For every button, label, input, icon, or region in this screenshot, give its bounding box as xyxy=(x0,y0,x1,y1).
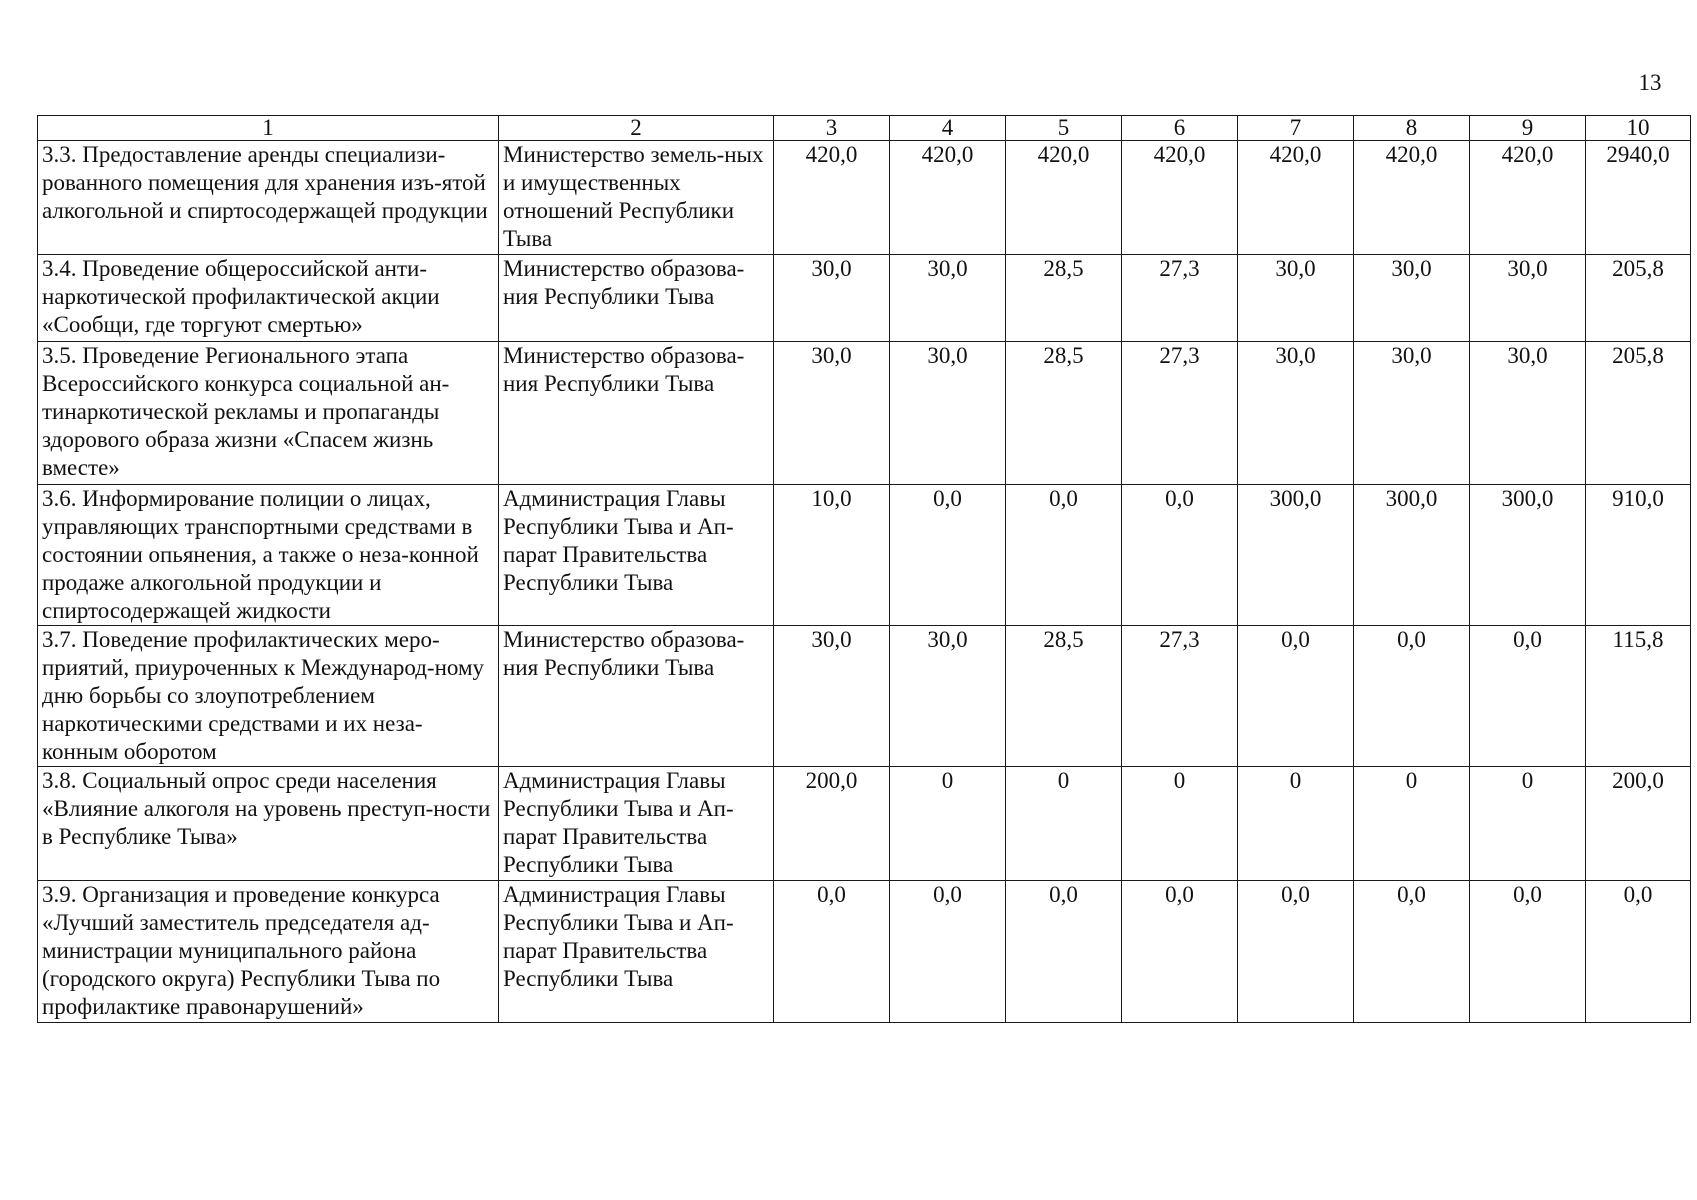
header-row xyxy=(38,116,1691,141)
value-cell: 0 xyxy=(1238,767,1354,881)
executor-cell: Министерство образова-ния Республики Тыва xyxy=(499,255,774,342)
activity-cell: 3.8. Социальный опрос среди населения «Влияние алкоголя на уровень преступ-ности в Республике Тыва» xyxy=(38,767,499,881)
total-cell: 2940,0 xyxy=(1586,141,1691,255)
table-row xyxy=(38,881,1691,1023)
activity-cell: 3.3. Предоставление аренды специализи-рованного помещения для хранения изъ-ятой алкогольной и спиртосодержащей продукции xyxy=(38,141,499,255)
page-number: 13 xyxy=(1638,70,1662,95)
column-header: 8 xyxy=(1354,116,1470,141)
value-cell: 0,0 xyxy=(1470,626,1586,767)
value-cell: 420,0 xyxy=(1470,141,1586,255)
table-row xyxy=(38,342,1691,485)
value-cell: 0,0 xyxy=(1354,626,1470,767)
value-cell: 420,0 xyxy=(1238,141,1354,255)
executor-cell: Министерство земель-ных и имущественных отношений Республики Тыва xyxy=(499,141,774,255)
column-header: 4 xyxy=(890,116,1006,141)
total-cell: 205,8 xyxy=(1586,342,1691,485)
value-cell: 0,0 xyxy=(1470,881,1586,1023)
table-row xyxy=(38,255,1691,342)
value-cell: 0,0 xyxy=(1354,881,1470,1023)
total-cell: 205,8 xyxy=(1586,255,1691,342)
column-header: 6 xyxy=(1122,116,1238,141)
value-cell: 30,0 xyxy=(1354,255,1470,342)
value-cell: 420,0 xyxy=(1122,141,1238,255)
column-header: 1 xyxy=(38,116,499,141)
column-header: 7 xyxy=(1238,116,1354,141)
value-cell: 30,0 xyxy=(774,626,890,767)
table-row xyxy=(38,626,1691,767)
executor-cell: Администрация Главы Республики Тыва и Ап-парат Правительства Республики Тыва xyxy=(499,881,774,1023)
total-cell: 115,8 xyxy=(1586,626,1691,767)
column-header: 5 xyxy=(1006,116,1122,141)
value-cell: 30,0 xyxy=(1238,255,1354,342)
value-cell: 30,0 xyxy=(1354,342,1470,485)
value-cell: 0,0 xyxy=(774,881,890,1023)
table-row xyxy=(38,485,1691,626)
table-row xyxy=(38,767,1691,881)
value-cell: 0 xyxy=(1006,767,1122,881)
executor-cell: Администрация Главы Республики Тыва и Ап-парат Правительства Республики Тыва xyxy=(499,485,774,626)
value-cell: 30,0 xyxy=(774,342,890,485)
value-cell: 30,0 xyxy=(774,255,890,342)
value-cell: 28,5 xyxy=(1006,626,1122,767)
value-cell: 0,0 xyxy=(1238,626,1354,767)
total-cell: 910,0 xyxy=(1586,485,1691,626)
value-cell: 27,3 xyxy=(1122,342,1238,485)
value-cell: 420,0 xyxy=(890,141,1006,255)
value-cell: 200,0 xyxy=(774,767,890,881)
value-cell: 10,0 xyxy=(774,485,890,626)
total-cell: 0,0 xyxy=(1586,881,1691,1023)
executor-cell: Министерство образова-ния Республики Тыва xyxy=(499,626,774,767)
activity-cell: 3.7. Поведение профилактических меро-приятий, приуроченных к Международ-ному дню борьбы со злоупотреблением наркотическими средствами и их неза-конным оборотом xyxy=(38,626,499,767)
value-cell: 27,3 xyxy=(1122,255,1238,342)
activity-cell: 3.6. Информирование полиции о лицах, управляющих транспортными средствами в состоянии опьянения, а также о неза-конной продаже алкогольной продукции и спиртосодержащей жидкости xyxy=(38,485,499,626)
activity-cell: 3.9. Организация и проведение конкурса «Лучший заместитель председателя ад-министрации муниципального района (городского округа) Республики Тыва по профилактике правонарушений» xyxy=(38,881,499,1023)
column-header: 9 xyxy=(1470,116,1586,141)
value-cell: 0,0 xyxy=(890,485,1006,626)
value-cell: 30,0 xyxy=(1238,342,1354,485)
value-cell: 28,5 xyxy=(1006,342,1122,485)
value-cell: 0 xyxy=(1354,767,1470,881)
value-cell: 300,0 xyxy=(1238,485,1354,626)
activity-cell: 3.5. Проведение Регионального этапа Всероссийского конкурса социальной ан-тинаркотической рекламы и пропаганды здорового образа жизни «Спасем жизнь вместе» xyxy=(38,342,499,485)
value-cell: 0 xyxy=(890,767,1006,881)
value-cell: 0,0 xyxy=(1238,881,1354,1023)
column-header: 3 xyxy=(774,116,890,141)
value-cell: 0,0 xyxy=(1006,881,1122,1023)
budget-table xyxy=(37,115,1691,1023)
value-cell: 30,0 xyxy=(1470,255,1586,342)
executor-cell: Администрация Главы Республики Тыва и Ап-парат Правительства Республики Тыва xyxy=(499,767,774,881)
value-cell: 30,0 xyxy=(890,342,1006,485)
value-cell: 300,0 xyxy=(1354,485,1470,626)
value-cell: 420,0 xyxy=(1006,141,1122,255)
total-cell: 200,0 xyxy=(1586,767,1691,881)
value-cell: 0 xyxy=(1122,767,1238,881)
column-header: 10 xyxy=(1586,116,1691,141)
value-cell: 300,0 xyxy=(1470,485,1586,626)
value-cell: 28,5 xyxy=(1006,255,1122,342)
value-cell: 0 xyxy=(1470,767,1586,881)
value-cell: 30,0 xyxy=(890,255,1006,342)
value-cell: 420,0 xyxy=(774,141,890,255)
table-row xyxy=(38,141,1691,255)
executor-cell: Министерство образова-ния Республики Тыва xyxy=(499,342,774,485)
value-cell: 420,0 xyxy=(1354,141,1470,255)
value-cell: 30,0 xyxy=(1470,342,1586,485)
column-header: 2 xyxy=(499,116,774,141)
value-cell: 0,0 xyxy=(1122,881,1238,1023)
value-cell: 30,0 xyxy=(890,626,1006,767)
activity-cell: 3.4. Проведение общероссийской анти-наркотической профилактической акции «Сообщи, где торгуют смертью» xyxy=(38,255,499,342)
value-cell: 0,0 xyxy=(1006,485,1122,626)
value-cell: 0,0 xyxy=(1122,485,1238,626)
value-cell: 27,3 xyxy=(1122,626,1238,767)
value-cell: 0,0 xyxy=(890,881,1006,1023)
